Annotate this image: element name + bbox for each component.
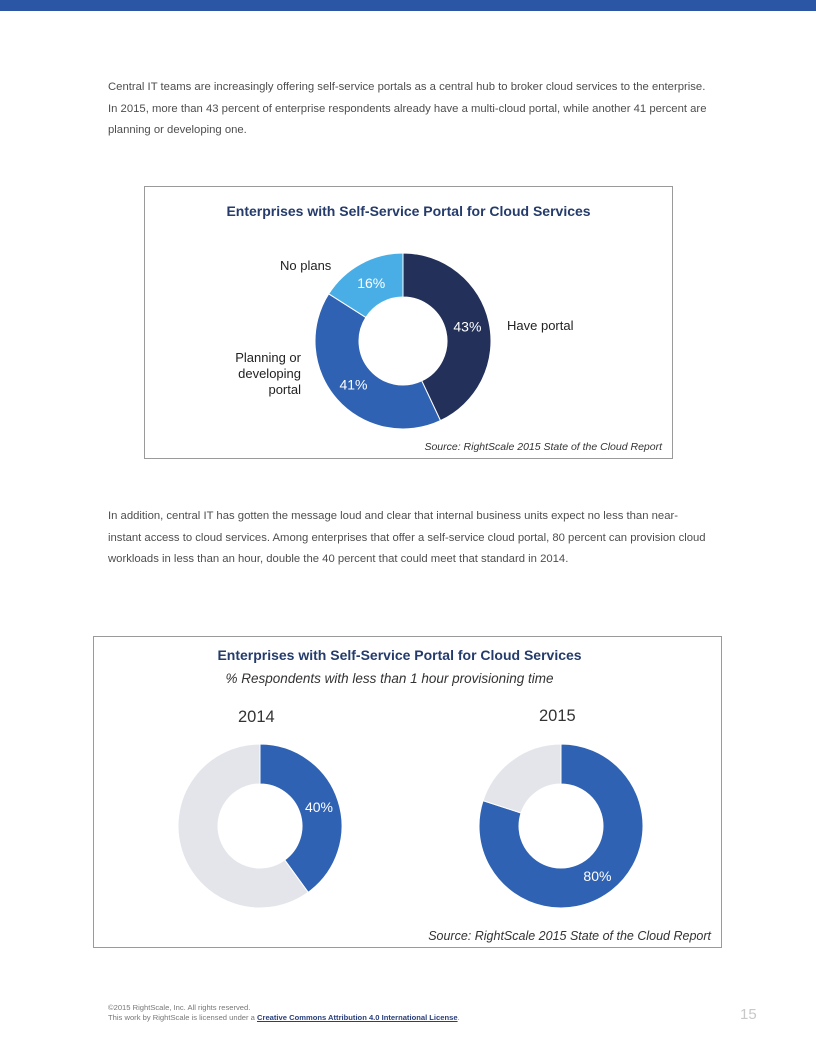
slice-planning [315,294,440,429]
label-no-plans: No plans [280,258,332,273]
top-accent-bar [0,0,816,11]
value-label-2014-under-1-hour: 40% [304,798,333,815]
footer-copyright: ©2015 RightScale, Inc. All rights reserved. [108,1003,251,1012]
footer-license-prefix: This work by RightScale is licensed under a [108,1012,257,1022]
label-planning [205,350,301,398]
footer-license-suffix: . [457,1012,460,1022]
label-planning-line3: portal [268,382,301,397]
slice-2015-other [483,744,561,813]
intro-paragraph: Central IT teams are increasingly offering self-service portals as a central hub to broker cloud services to the enterprise. In 2015, more than 43 percent of enterprise respondents already have a multi-cloud portal, while another 41 percent are planning or developing one. [108,81,707,136]
chart2-donuts [94,637,723,949]
chart2-subtitle: % Respondents with less than 1 hour provisioning time [225,671,554,686]
chart1-source: Source: RightScale 2015 State of the Cloud Report [424,441,662,453]
chart1-title: Enterprises with Self-Service Portal for Cloud Services [226,203,591,219]
label-planning-line2: developing [238,366,301,381]
second-paragraph: In addition, central IT has gotten the message loud and clear that internal business units expect no less than near-instant access to cloud services. Among enterprises that offer a self-service cloud portal, 80 percent can provision cloud workloads in less than an hour, double the 40 percent that could meet that standard in 2014. [108,510,706,565]
value-label-no-plans: 16% [357,275,386,292]
value-label-have-portal: 43% [453,318,482,335]
chart2-source: Source: RightScale 2015 State of the Cloud Report [428,929,711,943]
year-2014-label: 2014 [238,708,275,726]
page-number: 15 [740,1006,757,1023]
footer [108,1003,460,1022]
portal-status-chart [144,186,673,459]
value-label-2015-under-1-hour: 80% [583,868,612,885]
value-label-planning: 41% [339,376,368,393]
label-planning-line1: Planning or [235,350,301,365]
label-have-portal: Have portal [507,318,574,333]
year-2015-label: 2015 [539,707,576,725]
footer-license [108,1013,460,1023]
provisioning-time-chart [93,636,722,948]
license-link[interactable]: Creative Commons Attribution 4.0 International License [257,1012,458,1022]
chart2-title: Enterprises with Self-Service Portal for Cloud Services [217,647,582,663]
chart1-donut [145,187,674,460]
